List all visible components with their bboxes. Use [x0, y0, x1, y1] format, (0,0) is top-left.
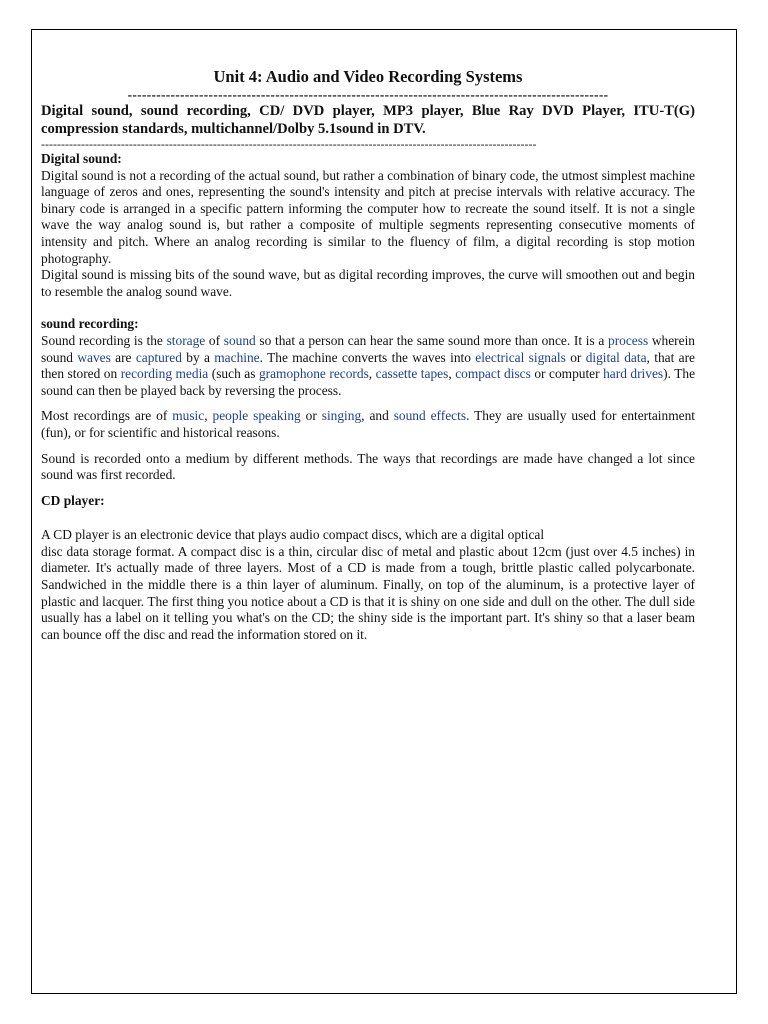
digital-sound-paragraph-1: Digital sound is not a recording of the actual sound, but rather a combination of binary code, the utmost simplest machine language of zeros and ones, representing the sound's intensity and pitch at precise intervals with relative accuracy. The binary code is arranged in a specific pattern informing the computer how to recreate the sound itself. It is not a single wave the way analog sound is, but rather a composite of multiple segments representing consecutive moments of intensity and pitch. Where an analog recording is similar to the fluency of film, a digital recording is stop motion photography.	[41, 167, 695, 266]
link-singing[interactable]: singing	[321, 408, 362, 424]
heading-digital-sound: Digital sound:	[41, 151, 122, 166]
link-machine[interactable]: machine	[214, 349, 260, 365]
link-cassette-tapes[interactable]: cassette tapes	[375, 366, 449, 382]
text: (such as	[208, 366, 259, 382]
link-recording-media[interactable]: recording media	[120, 366, 209, 382]
page-title: Unit 4: Audio and Video Recording Systems	[213, 67, 523, 86]
text: Sound recording is the	[41, 332, 167, 348]
heading-sound-recording: sound recording:	[41, 316, 139, 332]
text: or	[300, 408, 322, 424]
link-storage[interactable]: storage	[166, 332, 206, 348]
text: ). The sound can then be played back by reversing the process.	[41, 366, 696, 398]
text: so that a person can hear the same sound more than once. It is a	[255, 332, 609, 348]
link-hard-drives[interactable]: hard drives	[603, 366, 664, 382]
text: by a	[181, 349, 215, 365]
link-electrical-signals[interactable]: electrical signals	[475, 349, 566, 365]
digital-sound-paragraph-2-text: Digital sound is missing bits of the sound wave, but as digital recording improves, the curve will smoothen out and begin to resemble the analog sound wave.	[41, 267, 695, 299]
divider-heavy: -----------------------------------------------------------------------------------------------------	[127, 88, 609, 102]
text: are	[110, 349, 136, 365]
text: ,	[368, 366, 376, 382]
digital-sound-paragraph-2	[41, 267, 695, 300]
text: . The machine converts the waves into	[259, 349, 476, 365]
text: ,	[448, 366, 456, 382]
cd-player-paragraph: disc data storage format. A compact disc is a thin, circular disc of metal and plastic about 12cm (just over 4.5 inches) in diameter. It's actually made of three layers. Most of a CD is made from a tough, brittle plastic called polycarbonate. Sandwiched in the middle there is a thin layer of aluminum. Finally, on top of the aluminum, is a protective layer of plastic and lacquer. The first thing you notice about a CD is that it is shiny on one side and dull on the other. The dull side usually has a label on it telling you what's on the CD; the shiny side is the important part. It's shiny so that a laser beam can bounce off the disc and read the information stored on it.	[41, 543, 695, 642]
link-digital-data[interactable]: digital data	[585, 349, 647, 365]
text: , and	[361, 408, 394, 424]
document-body	[41, 66, 695, 643]
heading-cd-player: CD player:	[41, 492, 105, 508]
link-sound-effects[interactable]: sound effects	[393, 408, 467, 424]
link-gramophone-records[interactable]: gramophone records	[258, 366, 369, 382]
text: , that are then stored on	[41, 349, 695, 382]
text: wherein sound	[41, 332, 695, 365]
sound-recording-paragraph-2	[41, 408, 695, 441]
link-waves[interactable]: waves	[77, 349, 111, 365]
link-people-speaking[interactable]: people speaking	[212, 408, 301, 424]
text: of	[205, 332, 224, 348]
sound-recording-paragraph-3: Sound is recorded onto a medium by different methods. The ways that recordings are made have changed a lot since sound was first recorded.	[41, 450, 695, 483]
link-compact-discs[interactable]: compact discs	[455, 366, 531, 382]
link-music[interactable]: music	[172, 408, 205, 424]
text: or computer	[530, 366, 604, 382]
text: Most recordings are of	[41, 408, 173, 424]
link-sound[interactable]: sound	[223, 332, 256, 348]
text: or	[565, 349, 586, 365]
cd-player-first-line: A CD player is an electronic device that plays audio compact discs, which are a digital optical	[41, 527, 545, 543]
text: . They are usually used for entertainment (fun), or for scientific and historical reasons.	[41, 408, 695, 440]
sound-recording-paragraph-1	[41, 333, 695, 399]
link-process[interactable]: process	[608, 332, 649, 348]
text: ,	[204, 408, 213, 424]
link-captured[interactable]: captured	[135, 349, 182, 365]
divider-light: ----------------------------------------------------------------------------------------------------------------------------	[41, 138, 537, 150]
topics-subtitle: Digital sound, sound recording, CD/ DVD player, MP3 player, Blue Ray DVD Player, ITU-T(G) compression standards, multichannel/Dolby 5.1sound in DTV.	[41, 103, 695, 137]
